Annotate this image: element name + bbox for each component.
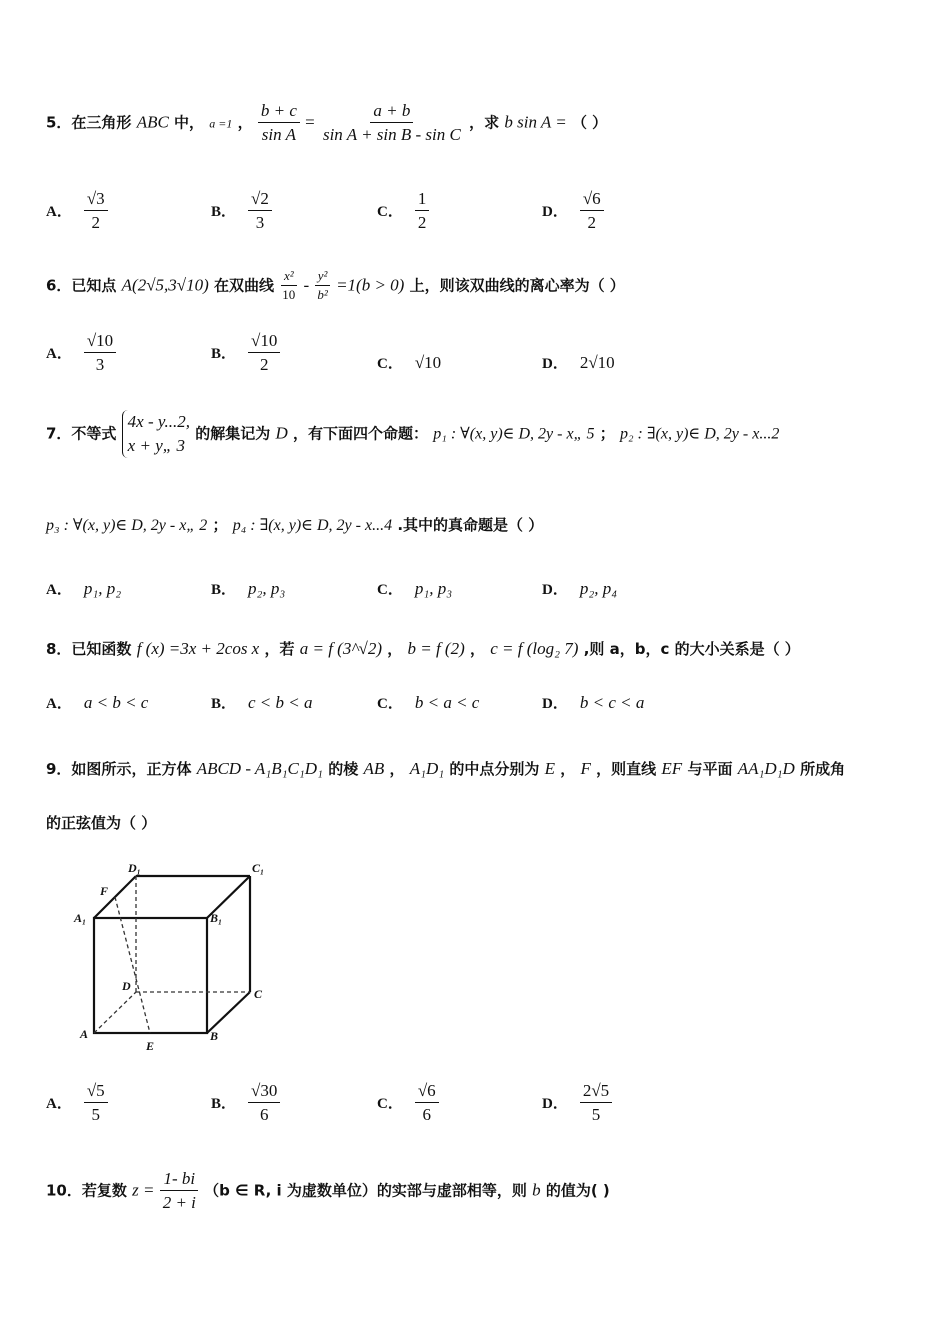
q8-comma: ， [387, 640, 403, 658]
cube-hidden-left [94, 992, 136, 1033]
q5-lhs-denominator: sin A [261, 125, 296, 145]
option-numerator: √30 [248, 1080, 280, 1103]
option-label: A． [46, 1096, 72, 1113]
label-b1: B₁ [210, 911, 223, 925]
option-value: p₂, p₄ [579, 578, 618, 598]
q6-option-c[interactable] [377, 352, 441, 373]
q5-rhs-fraction [320, 100, 464, 146]
cube-bottom-right-edge [207, 992, 250, 1033]
option-numerator: 1 [415, 188, 430, 211]
option-label: B． [211, 346, 237, 363]
label-d: D [122, 979, 131, 993]
option-denominator: 5 [91, 1105, 101, 1125]
q9-comma: ， [389, 760, 405, 778]
option-label: C． [377, 696, 403, 712]
option-value: p₁, p₃ [414, 578, 453, 598]
q8-option-c[interactable] [377, 692, 479, 713]
option-value: b < a < c [414, 692, 480, 712]
q7-p4: p₄ : ∃(x, y)∈ D, 2y - x...4 [232, 517, 393, 534]
q8-comma: ， [470, 640, 486, 658]
q6-tail: 上，则该双曲线的离心率为（ ） [409, 276, 625, 295]
q7-p1: p₁ : ∀(x, y)∈ D, 2y - x„ 5 [433, 425, 595, 443]
option-fraction [84, 1080, 108, 1126]
q5-a-value: a =1 [209, 116, 233, 131]
q7-tail: .其中的真命题是（ ） [397, 516, 544, 534]
q9-line-word: ，则直线 [596, 760, 657, 778]
option-label: B． [211, 582, 237, 598]
option-label: A． [46, 696, 72, 712]
q8-a: a = f (3^√2) [299, 639, 382, 658]
q6-option-a[interactable] [46, 330, 116, 376]
question-7 [46, 410, 779, 458]
option-value: c < b < a [248, 692, 313, 712]
option-numerator: √6 [415, 1080, 439, 1103]
question-10 [46, 1168, 610, 1214]
option-value: p₂, p₃ [248, 578, 286, 598]
option-value: b < c < a [579, 692, 645, 712]
option-numerator: √10 [248, 330, 280, 353]
q5-option-a[interactable] [46, 188, 108, 234]
option-fraction [415, 1080, 439, 1126]
option-fraction [248, 1080, 280, 1126]
option-fraction [248, 330, 280, 376]
q6-option-d[interactable] [542, 352, 615, 373]
option-denominator: 6 [422, 1105, 432, 1125]
q7-number: 7．不等式 [46, 424, 117, 443]
q8-option-d[interactable] [542, 692, 644, 713]
option-label: B． [211, 204, 237, 221]
option-denominator: 2 [417, 213, 427, 233]
q9-ef: EF [661, 759, 683, 778]
option-numerator: √5 [84, 1080, 108, 1103]
q5-rhs-numerator: a + b [370, 100, 413, 123]
q6-y-fraction [314, 268, 330, 304]
q9-line-2: 的正弦值为（ ） [46, 814, 157, 832]
q9-cube: ABCD - A₁B₁C₁D₁ [196, 759, 323, 778]
q7-mid2: ，有下面四个命题： [293, 424, 429, 443]
q9-option-a[interactable] [46, 1080, 108, 1126]
q8-function: f (x) =3x + 2cos x [136, 639, 260, 658]
q9-option-d[interactable] [542, 1080, 612, 1126]
option-numerator: √2 [248, 188, 272, 211]
q6-minus: - [303, 275, 310, 295]
q8-b: b = f (2) [407, 639, 465, 658]
q5-lhs-fraction [258, 100, 300, 146]
q8-ruo: ，若 [264, 640, 295, 658]
option-label: C． [377, 356, 403, 372]
question-8 [46, 638, 800, 659]
q10-fraction [160, 1168, 199, 1214]
label-f: F [100, 884, 109, 898]
q10-numerator: 1- bi [160, 1168, 198, 1191]
q7-semicolon: ； [599, 424, 615, 443]
option-denominator: 5 [591, 1105, 601, 1125]
q10-denominator: 2 + i [162, 1193, 196, 1213]
option-label: D． [542, 696, 568, 712]
q9-plane-word: 与平面 [687, 760, 733, 778]
q5-target: b sin A = [504, 112, 567, 132]
option-label: D． [542, 1096, 568, 1113]
option-value: √10 [414, 352, 442, 372]
q6-condition: =1(b > 0) [336, 275, 405, 295]
option-value: 2√10 [579, 352, 615, 372]
option-numerator: √3 [84, 188, 108, 211]
q7-mid: 的解集记为 [195, 424, 271, 443]
q6-option-b[interactable] [211, 330, 280, 376]
q8-option-a[interactable] [46, 692, 148, 713]
q7-option-c[interactable] [377, 578, 452, 599]
q9-comma: ， [560, 760, 576, 778]
q10-number: 10．若复数 [46, 1181, 127, 1200]
q8-tail: ,则 a，b，c 的大小关系是（ ） [583, 640, 800, 658]
q7-system [122, 410, 190, 458]
option-fraction [415, 188, 430, 234]
q7-p3: p₃ : ∀(x, y)∈ D, 2y - x„ 2 [46, 517, 208, 534]
q5-equals: = [305, 112, 315, 132]
q6-y-denominator: b² [317, 287, 328, 303]
option-label: A． [46, 346, 72, 363]
q8-c: c = f (log₂ 7) [490, 639, 579, 658]
q7-p2: p₂ : ∃(x, y)∈ D, 2y - x...2 [619, 425, 780, 443]
q9-f: F [580, 759, 591, 778]
q7-option-d[interactable] [542, 578, 617, 599]
q5-number: 5．在三角形 [46, 113, 132, 132]
question-5 [46, 100, 607, 146]
q5-lhs-numerator: b + c [258, 100, 300, 123]
label-c: C [254, 987, 263, 1001]
option-denominator: 2 [587, 213, 597, 233]
label-c1: C₁ [252, 861, 265, 875]
option-label: D． [542, 356, 568, 372]
q9-plane: AA₁D₁D [737, 759, 795, 778]
q7-system-line-1: 4x - y...2, [127, 412, 190, 431]
q7-system-line-2: x + y„ 3 [127, 435, 185, 455]
option-denominator: 6 [259, 1105, 269, 1125]
q5-triangle: ABC [136, 112, 169, 132]
option-numerator: √6 [580, 188, 604, 211]
q9-midpoints: 的中点分别为 [449, 760, 540, 778]
q6-y-numerator: y² [315, 268, 331, 286]
option-label: C． [377, 204, 403, 221]
q7-option-b[interactable] [211, 578, 285, 599]
option-numerator: 2√5 [580, 1080, 612, 1103]
option-label: B． [211, 696, 237, 712]
q6-x-denominator: 10 [282, 287, 296, 303]
option-label: A． [46, 582, 72, 598]
q8-number: 8．已知函数 [46, 640, 132, 658]
option-value: p₁, p₂ [83, 578, 122, 598]
q5-option-c[interactable] [377, 188, 429, 234]
option-fraction [580, 188, 604, 234]
option-numerator: √10 [84, 330, 116, 353]
option-label: D． [542, 204, 568, 221]
option-label: C． [377, 1096, 403, 1113]
q5-paren: （ ） [571, 113, 608, 132]
option-denominator: 3 [255, 213, 265, 233]
option-value: a < b < c [83, 692, 149, 712]
q10-condition: （b ∈ R, i 为虚数单位）的实部与虚部相等，则 [204, 1181, 527, 1200]
q9-angle-word: 所成角 [800, 760, 846, 778]
q7-option-a[interactable] [46, 578, 121, 599]
option-label: C． [377, 582, 403, 598]
question-9-line-2 [46, 812, 156, 833]
q6-number: 6．已知点 [46, 276, 117, 295]
question-7-line-2 [46, 514, 543, 535]
option-fraction [580, 1080, 612, 1126]
q8-option-b[interactable] [211, 692, 313, 713]
q10-b: b [532, 1180, 541, 1200]
option-label: A． [46, 204, 72, 221]
option-fraction [248, 188, 272, 234]
q5-rhs-denominator: sin A + sin B - sin C [322, 125, 461, 145]
label-b: B [210, 1029, 219, 1043]
q7-set-d: D [275, 423, 288, 443]
q10-tail: 的值为( ) [545, 1181, 610, 1200]
option-fraction [84, 330, 116, 376]
q6-x-fraction [279, 268, 298, 304]
option-denominator: 3 [95, 355, 105, 375]
question-9 [46, 758, 845, 779]
q6-mid: 在双曲线 [214, 276, 275, 295]
q5-option-d[interactable] [542, 188, 604, 234]
q6-point: A(2√5,3√10) [121, 275, 209, 295]
question-6 [46, 268, 625, 304]
label-e: E [146, 1039, 155, 1053]
option-denominator: 2 [259, 355, 269, 375]
q5-ask: ，求 [469, 113, 500, 132]
label-a1: A₁ [74, 911, 87, 925]
option-label: D． [542, 582, 568, 598]
q6-x-numerator: x² [281, 268, 297, 286]
q9-e: E [544, 759, 556, 778]
label-d1: D₁ [128, 861, 141, 875]
q5-option-b[interactable] [211, 188, 272, 234]
q9-option-c[interactable] [377, 1080, 439, 1126]
option-denominator: 2 [91, 213, 101, 233]
option-label: B． [211, 1096, 237, 1113]
cube-figure [70, 858, 290, 1058]
q9-a1d1: A₁D₁ [409, 759, 445, 778]
option-fraction [84, 188, 108, 234]
q5-comma: ， [237, 113, 253, 132]
q7-semicolon: ； [212, 516, 228, 534]
q10-z: z = [132, 1180, 155, 1200]
q5-zhong: 中， [174, 113, 205, 132]
q9-ab: AB [363, 759, 385, 778]
label-a: A [80, 1027, 89, 1041]
q9-option-b[interactable] [211, 1080, 280, 1126]
q9-edge-word: 的棱 [328, 760, 359, 778]
q9-intro: 9．如图所示，正方体 [46, 760, 192, 778]
